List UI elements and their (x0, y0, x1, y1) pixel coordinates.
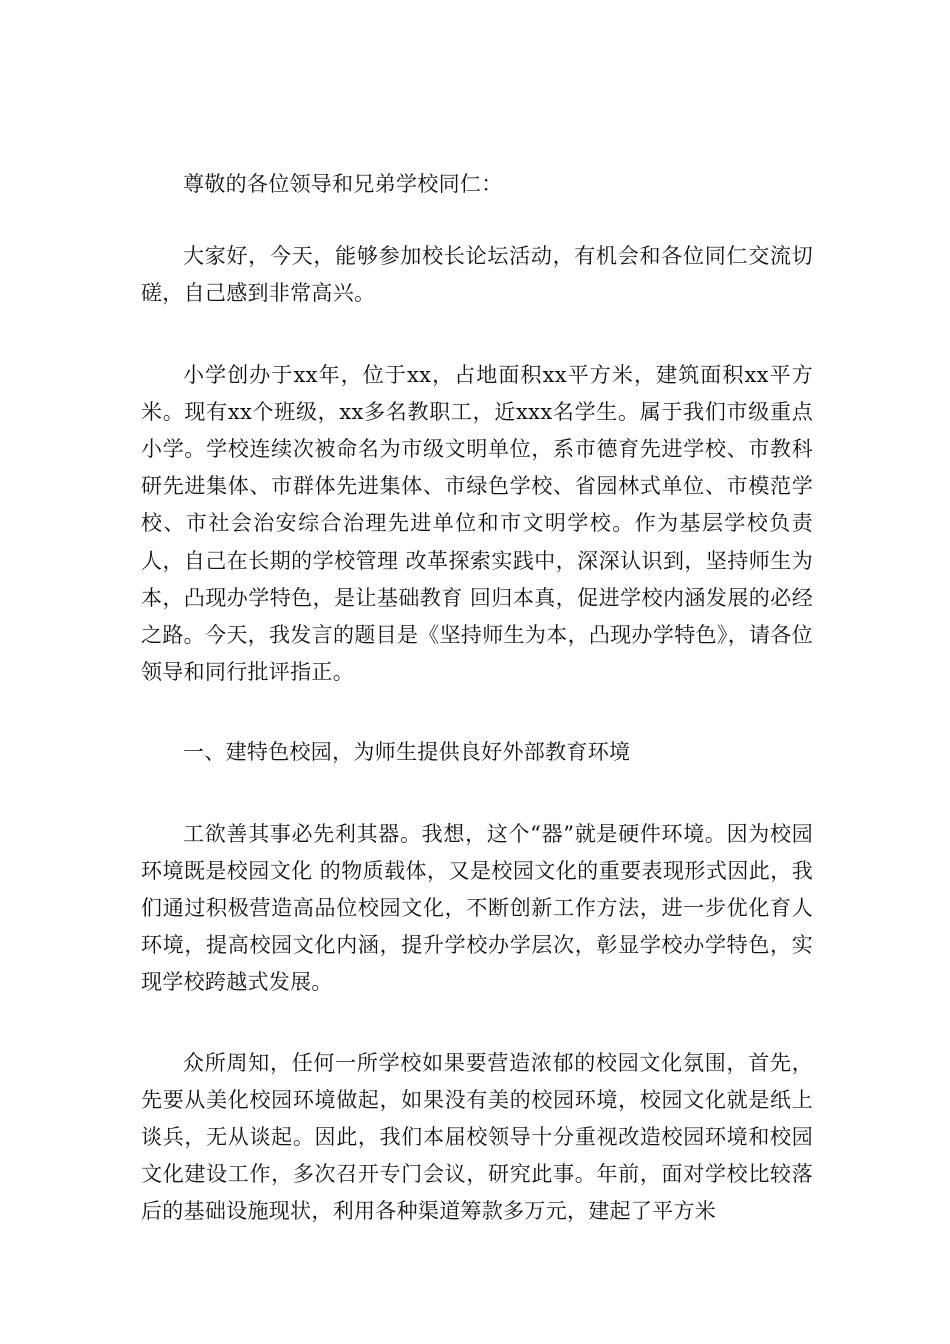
section-heading-one: 一、建特色校园，为师生提供良好外部教育环境 (183, 740, 631, 765)
paragraph-campus-culture: 众所周知，任何一所学校如果要营造浓郁的校园文化氛围，首先，先要从美化校园环境做起，如果没有美的校园环境，校园文化就是纸上谈兵，无从谈起。因此，我们本届校领导十分重视改造校园环境和校园文化建设工作，多次召开专门会议，研究此事。年前，面对学校比较落后的基础设施现状，利用各种渠道筹款多万元，建起了平方米 (141, 1050, 813, 1224)
paragraph-hardware-environment: 工欲善其事必先利其器。我想，这个“器”就是硬件环境。因为校园环境既是校园文化 的物质载体，又是校园文化的重要表现形式因此，我们通过积极营造高品位校园文化，不断创新工作方法，进一步优化育人环境，提高校园文化内涵，提升学校办学层次，彰显学校办学特色，实现学校跨越式发展。 (141, 821, 813, 995)
paragraph-school-introduction: 小学创办于xx年，位于xx，占地面积xx平方米，建筑面积xx平方米。现有xx个班级，xx多名教职工，近xxx名学生。属于我们市级重点小学。学校连续次被命名为市级文明单位，系市德育先进学校、市教科研先进集体、市群体先进集体、市绿色学校、省园林式单位、市模范学校、市社会治安综合治理先进单位和市文明学校。作为基层学校负责人，自己在长期的学校管理 改革探索实践中，深深认识到，坚持师生为本，凸现办学特色，是让基础教育 回归本真，促进学校内涵发展的必经之路。今天，我发言的题目是《坚持师生为本，凸现办学特色》，请各位领导和同行批评指正。 (141, 362, 813, 685)
salutation: 尊敬的各位领导和兄弟学校同仁： (183, 172, 503, 196)
paragraph-greeting: 大家好，今天，能够参加校长论坛活动，有机会和各位同仁交流切磋，自己感到非常高兴。 (141, 244, 813, 306)
document-body (141, 166, 813, 1231)
